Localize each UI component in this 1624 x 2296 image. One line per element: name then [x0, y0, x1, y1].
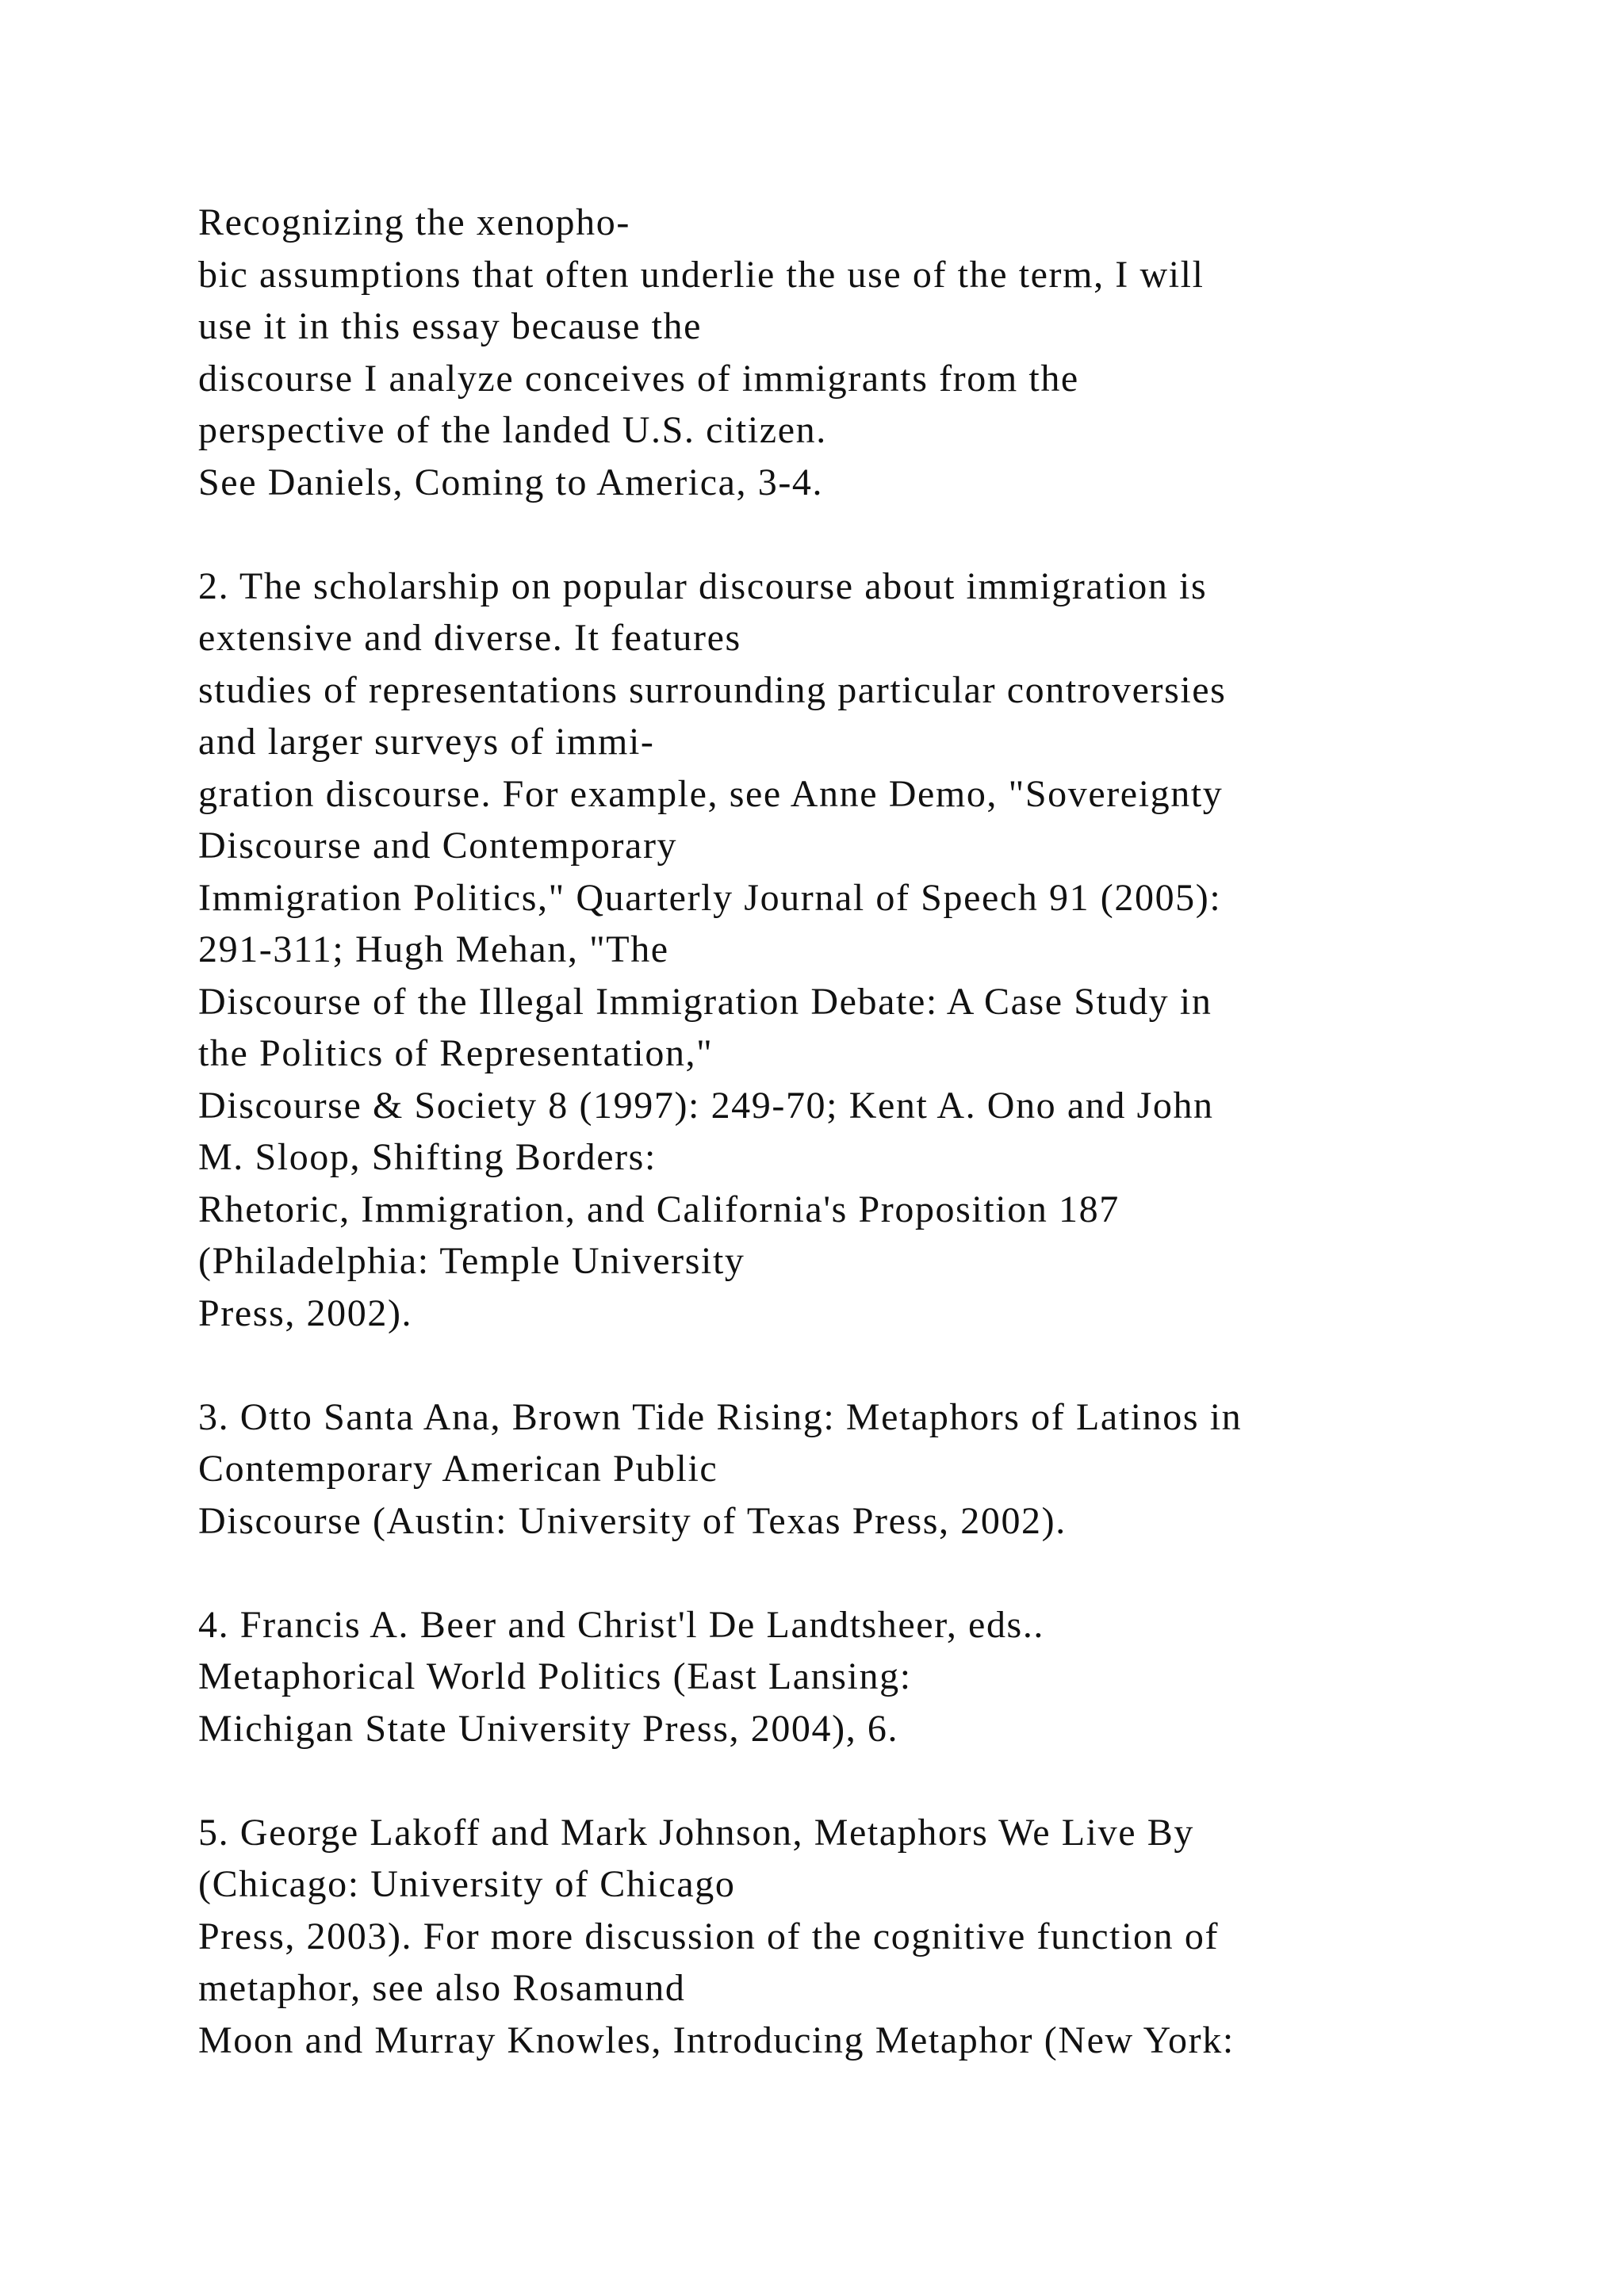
paragraph-note-2 — [198, 561, 1546, 1340]
text-line: Press, 2003). For more discussion of the cognitive function of — [198, 1915, 1220, 1957]
text-line: 4. Francis A. Beer and Christ'l De Landtsheer, eds.. — [198, 1603, 1045, 1646]
text-line: metaphor, see also Rosamund — [198, 1967, 686, 2009]
text-line: M. Sloop, Shifting Borders: — [198, 1136, 657, 1178]
text-line: Contemporary American Public — [198, 1448, 718, 1490]
paragraph-note-3 — [198, 1391, 1546, 1548]
text-line: (Chicago: University of Chicago — [198, 1863, 736, 1905]
text-line: the Politics of Representation," — [198, 1032, 714, 1074]
text-line: 291-311; Hugh Mehan, "The — [198, 928, 669, 970]
text-line: Recognizing the xenopho- — [198, 201, 630, 243]
paragraph-note-4 — [198, 1599, 1546, 1755]
text-line: discourse I analyze conceives of immigrants from the — [198, 357, 1079, 400]
text-line: Discourse (Austin: University of Texas Press, 2002). — [198, 1499, 1067, 1542]
text-line: gration discourse. For example, see Anne Demo, "Sovereignty — [198, 772, 1224, 815]
text-line: Rhetoric, Immigration, and California's Proposition 187 — [198, 1188, 1120, 1230]
text-line: Discourse of the Illegal Immigration Debate: A Case Study in — [198, 980, 1212, 1023]
text-line: See Daniels, Coming to America, 3-4. — [198, 461, 824, 503]
text-line: Immigration Politics," Quarterly Journal of Speech 91 (2005): — [198, 876, 1222, 919]
paragraph-note-5 — [198, 1807, 1546, 2067]
text-line: and larger surveys of immi- — [198, 721, 655, 763]
paragraph-note-1-continued — [198, 197, 1546, 508]
text-line: studies of representations surrounding particular controversies — [198, 668, 1227, 711]
text-line: Discourse & Society 8 (1997): 249-70; Kent A. Ono and John — [198, 1084, 1214, 1127]
text-line: Michigan State University Press, 2004), 6. — [198, 1707, 899, 1750]
text-line: bic assumptions that often underlie the use of the term, I will — [198, 253, 1205, 296]
text-line: use it in this essay because the — [198, 305, 703, 347]
text-line: 5. George Lakoff and Mark Johnson, Metaphors We Live By — [198, 1811, 1194, 1854]
text-line: 3. Otto Santa Ana, Brown Tide Rising: Metaphors of Latinos in — [198, 1395, 1243, 1438]
text-line: Metaphorical World Politics (East Lansing: — [198, 1655, 912, 1697]
text-line: Press, 2002). — [198, 1292, 413, 1334]
text-line: extensive and diverse. It features — [198, 617, 741, 659]
text-line: Discourse and Contemporary — [198, 825, 678, 867]
text-line: (Philadelphia: Temple University — [198, 1240, 745, 1282]
text-line: 2. The scholarship on popular discourse about immigration is — [198, 564, 1208, 607]
document-page — [198, 197, 1546, 2118]
text-line: Moon and Murray Knowles, Introducing Metaphor (New York: — [198, 2019, 1235, 2061]
text-line: perspective of the landed U.S. citizen. — [198, 409, 827, 451]
